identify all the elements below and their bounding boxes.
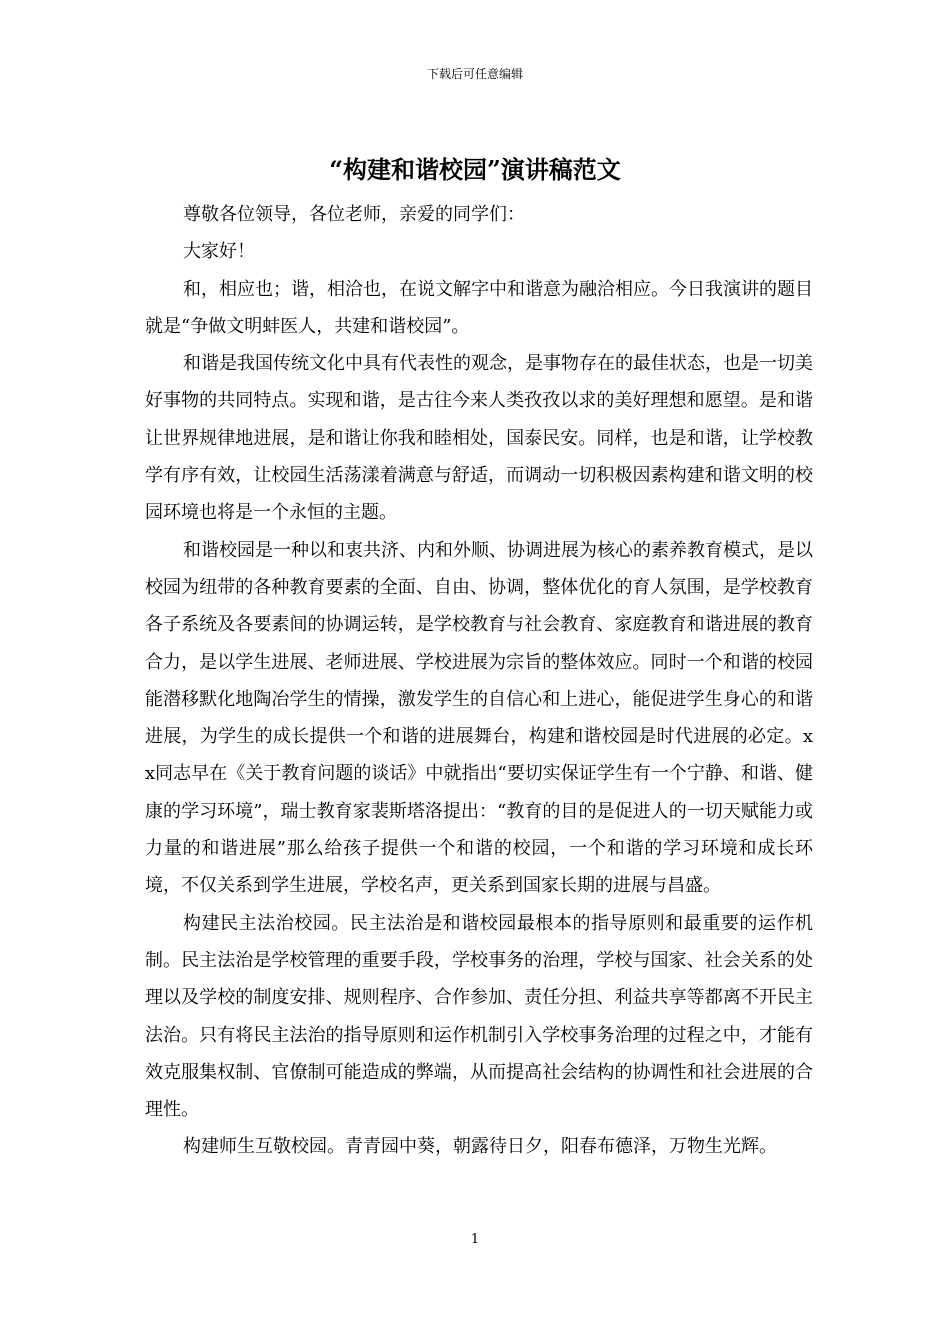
header-note: 下载后可任意编辑 xyxy=(426,67,523,81)
body-paragraph: 和谐是我国传统文化中具有代表性的观念，是事物存在的最佳状态，也是一切美好事物的共同特点。实现和谐，是古往今来人类孜孜以求的美好理想和愿望。是和谐让世界规律地进展，是和谐让你我和睦相处，国泰民安。同样，也是和谐，让学校教学有序有效，让校园生活荡漾着满意与舒适，而调动一切积极因素构建和谐文明的校园环境也将是一个永恒的主题。 xyxy=(145,353,813,524)
greeting-paragraph: 大家好！ xyxy=(183,241,255,263)
page-number: 1 xyxy=(470,1232,480,1247)
body-paragraph: 构建师生互敬校园。青青园中葵，朝露待日夕，阳春布德泽，万物生光辉。 xyxy=(183,1136,777,1158)
body-paragraph: 和谐校园是一种以和衷共济、内和外顺、协调进展为核心的素养教育模式，是以校园为纽带的各种教育要素的全面、自由、协调，整体优化的育人氛围，是学校教育各子系统及各要素间的协调运转，是学校教育与社会教育、家庭教育和谐进展的教育合力，是以学生进展、老师进展、学校进展为宗旨的整体效应。同时一个和谐的校园能潜移默化地陶冶学生的情操，激发学生的自信心和上进心，能促进学生身心的和谐进展，为学生的成长提供一个和谐的进展舞台，构建和谐校园是时代进展的必定。xx同志早在《关于教育问题的谈话》中就指出“要切实保证学生有一个宁静、和谐、健康的学习环境”，瑞士教育家裴斯塔洛提出：“教育的目的是促进人的一切天赋能力或力量的和谐进展”那么给孩子提供一个和谐的校园，一个和谐的学习环境和成长环境，不仅关系到学生进展，学校名声，更关系到国家长期的进展与昌盛。 xyxy=(145,539,813,897)
salutation-paragraph: 尊敬各位领导，各位老师，亲爱的同学们： xyxy=(183,204,525,225)
body-paragraph: 构建民主法治校园。民主法治是和谐校园最根本的指导原则和最重要的运作机制。民主法治是学校管理的重要手段，学校事务的治理，学校与国家、社会关系的处理以及学校的制度安排、规则程序、合作参加、责任分担、利益共享等都离不开民主法治。只有将民主法治的指导原则和运作机制引入学校事务治理的过程之中，才能有效克服集权制、官僚制可能造成的弊端，从而提高社会结构的协调性和社会进展的合理性。 xyxy=(145,912,813,1121)
document-body xyxy=(145,196,813,1166)
body-paragraph: 和，相应也；谐，相洽也，在说文解字中和谐意为融洽相应。今日我演讲的题目就是“争做文明蚌医人，共建和谐校园”。 xyxy=(145,278,813,337)
document-title: “构建和谐校园”演讲稿范文 xyxy=(329,155,621,184)
